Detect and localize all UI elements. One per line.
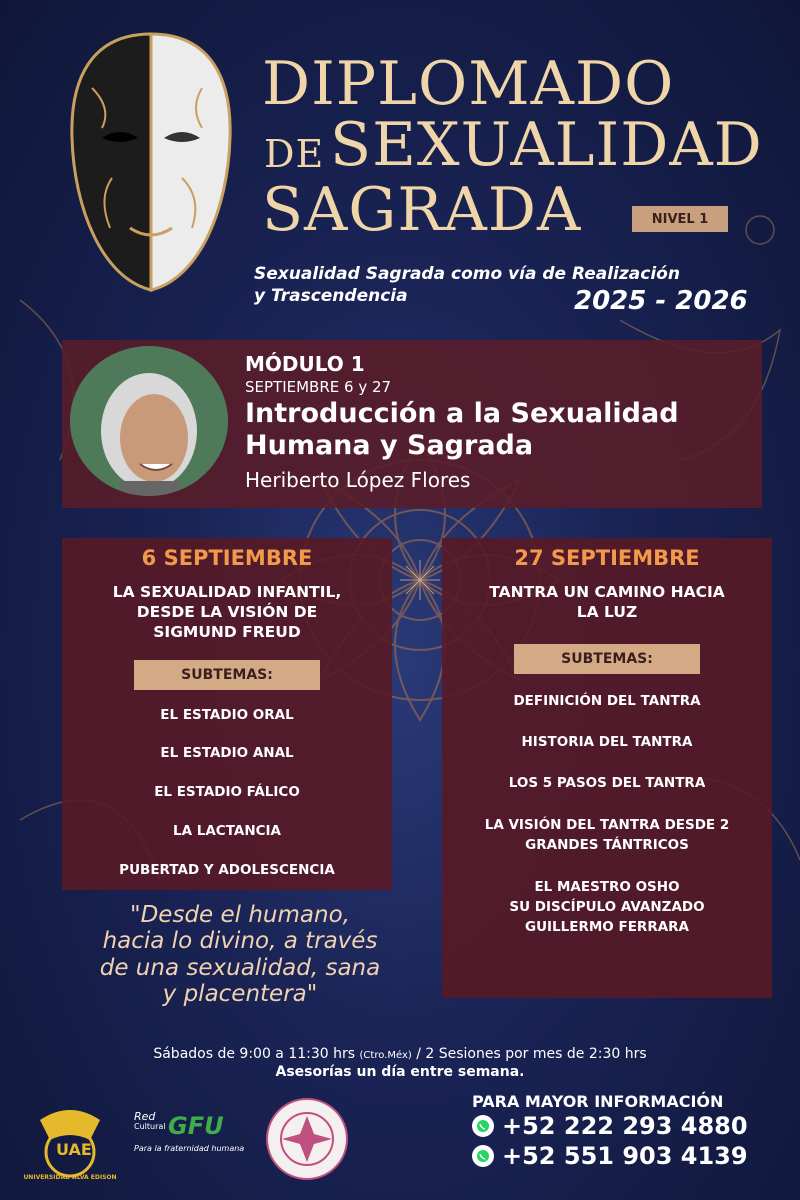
subtitle-line-2: y Trascendencia — [254, 286, 408, 306]
mandala-seal-logo — [262, 1094, 352, 1184]
title-line-2-prefix: DE — [264, 132, 325, 176]
phone-number: +52 551 903 4139 — [502, 1142, 748, 1170]
phone-1[interactable] — [472, 1112, 748, 1140]
contact-heading: PARA MAYOR INFORMACIÓN — [472, 1092, 724, 1111]
quote-line: y placentera" — [162, 981, 318, 1008]
session-right-topic — [442, 582, 772, 622]
session-right-subtopics-label: SUBTEMAS: — [514, 644, 700, 674]
session-left-date: 6 SEPTIEMBRE — [141, 546, 313, 570]
session-right-subtopic: LOS 5 PASOS DEL TANTRA — [508, 775, 706, 791]
red-logo-text-1: Red — [134, 1110, 156, 1123]
level-badge: NIVEL 1 — [632, 206, 728, 232]
uae-logo-text: UAE — [56, 1140, 92, 1159]
module-title-line-2: Humana y Sagrada — [245, 430, 534, 461]
schedule-line-1 — [0, 1046, 800, 1062]
mask-illustration — [62, 28, 240, 296]
session-left-topic-line: SIGMUND FREUD — [153, 623, 301, 642]
red-logo-text-2: Cultural — [134, 1122, 166, 1131]
session-right-subtopic: GUILLERMO FERRARA — [524, 919, 690, 935]
schedule-timezone: (Ctro.Méx) — [359, 1050, 412, 1061]
module-title-line-1: Introducción a la Sexualidad — [245, 398, 679, 429]
red-cultural-gfu-logo — [134, 1110, 244, 1160]
session-left-subtopics-label: SUBTEMAS: — [134, 660, 320, 690]
session-left-subtopic: EL ESTADIO FÁLICO — [154, 784, 300, 800]
session-right-subtopic: SU DISCÍPULO AVANZADO — [509, 899, 705, 915]
session-right-date: 27 SEPTIEMBRE — [514, 546, 700, 570]
session-right-subtopic: HISTORIA DEL TANTRA — [521, 734, 693, 750]
module-author: Heriberto López Flores — [245, 468, 471, 492]
title-line-2: SEXUALIDAD — [330, 110, 763, 180]
speaker-photo — [70, 346, 228, 496]
session-left-subtopic: PUBERTAD Y ADOLESCENCIA — [119, 862, 335, 878]
quote-line: "Desde el humano, — [130, 902, 350, 928]
session-right-topic-line: LA LUZ — [576, 603, 638, 622]
session-left-subtopic: EL ESTADIO ORAL — [160, 707, 294, 723]
module-dates: SEPTIEMBRE 6 y 27 — [245, 378, 392, 396]
title-line-3: SAGRADA — [262, 175, 582, 245]
years: 2025 - 2026 — [574, 286, 748, 316]
session-right-topic-line: TANTRA UN CAMINO HACIA — [489, 583, 725, 601]
quote-line: de una sexualidad, sana — [99, 954, 381, 981]
session-left-topic-line: LA SEXUALIDAD INFANTIL, — [112, 583, 342, 601]
uae-logo — [23, 1100, 117, 1181]
session-left-subtopic: LA LACTANCIA — [173, 823, 281, 839]
red-logo-brand: GFU — [168, 1112, 224, 1140]
phone-number: +52 222 293 4880 — [502, 1112, 748, 1140]
uae-logo-ring-text: UNIVERSIDAD ALVA EDISON — [23, 1174, 117, 1181]
schedule-sessions: / 2 Sesiones por mes de 2:30 hrs — [416, 1046, 647, 1062]
quote — [60, 902, 420, 1008]
whatsapp-icon — [472, 1145, 494, 1167]
schedule-days: Sábados de 9:00 a 11:30 hrs — [153, 1046, 356, 1062]
session-right-subtopic: EL MAESTRO OSHO — [534, 879, 680, 895]
session-left-topic-line: DESDE LA VISIÓN DE — [136, 603, 318, 622]
module-label: MÓDULO 1 — [245, 352, 365, 376]
session-left-topic — [62, 582, 392, 642]
quote-line: hacia lo divino, a través — [102, 928, 378, 955]
session-right-subtopic: DEFINICIÓN DEL TANTRA — [513, 693, 701, 709]
whatsapp-icon — [472, 1115, 494, 1137]
session-right-subtopic: GRANDES TÁNTRICOS — [525, 837, 689, 853]
schedule-line-2: Asesorías un día entre semana. — [275, 1064, 525, 1080]
phone-2[interactable] — [472, 1142, 748, 1170]
subtitle-line-1: Sexualidad Sagrada como vía de Realización — [254, 264, 680, 284]
red-logo-tagline: Para la fraternidad humana — [134, 1144, 245, 1153]
session-left-subtopic: EL ESTADIO ANAL — [160, 745, 294, 761]
session-right-subtopic: LA VISIÓN DEL TANTRA DESDE 2 — [484, 817, 730, 833]
title-line-1: DIPLOMADO — [262, 49, 675, 119]
